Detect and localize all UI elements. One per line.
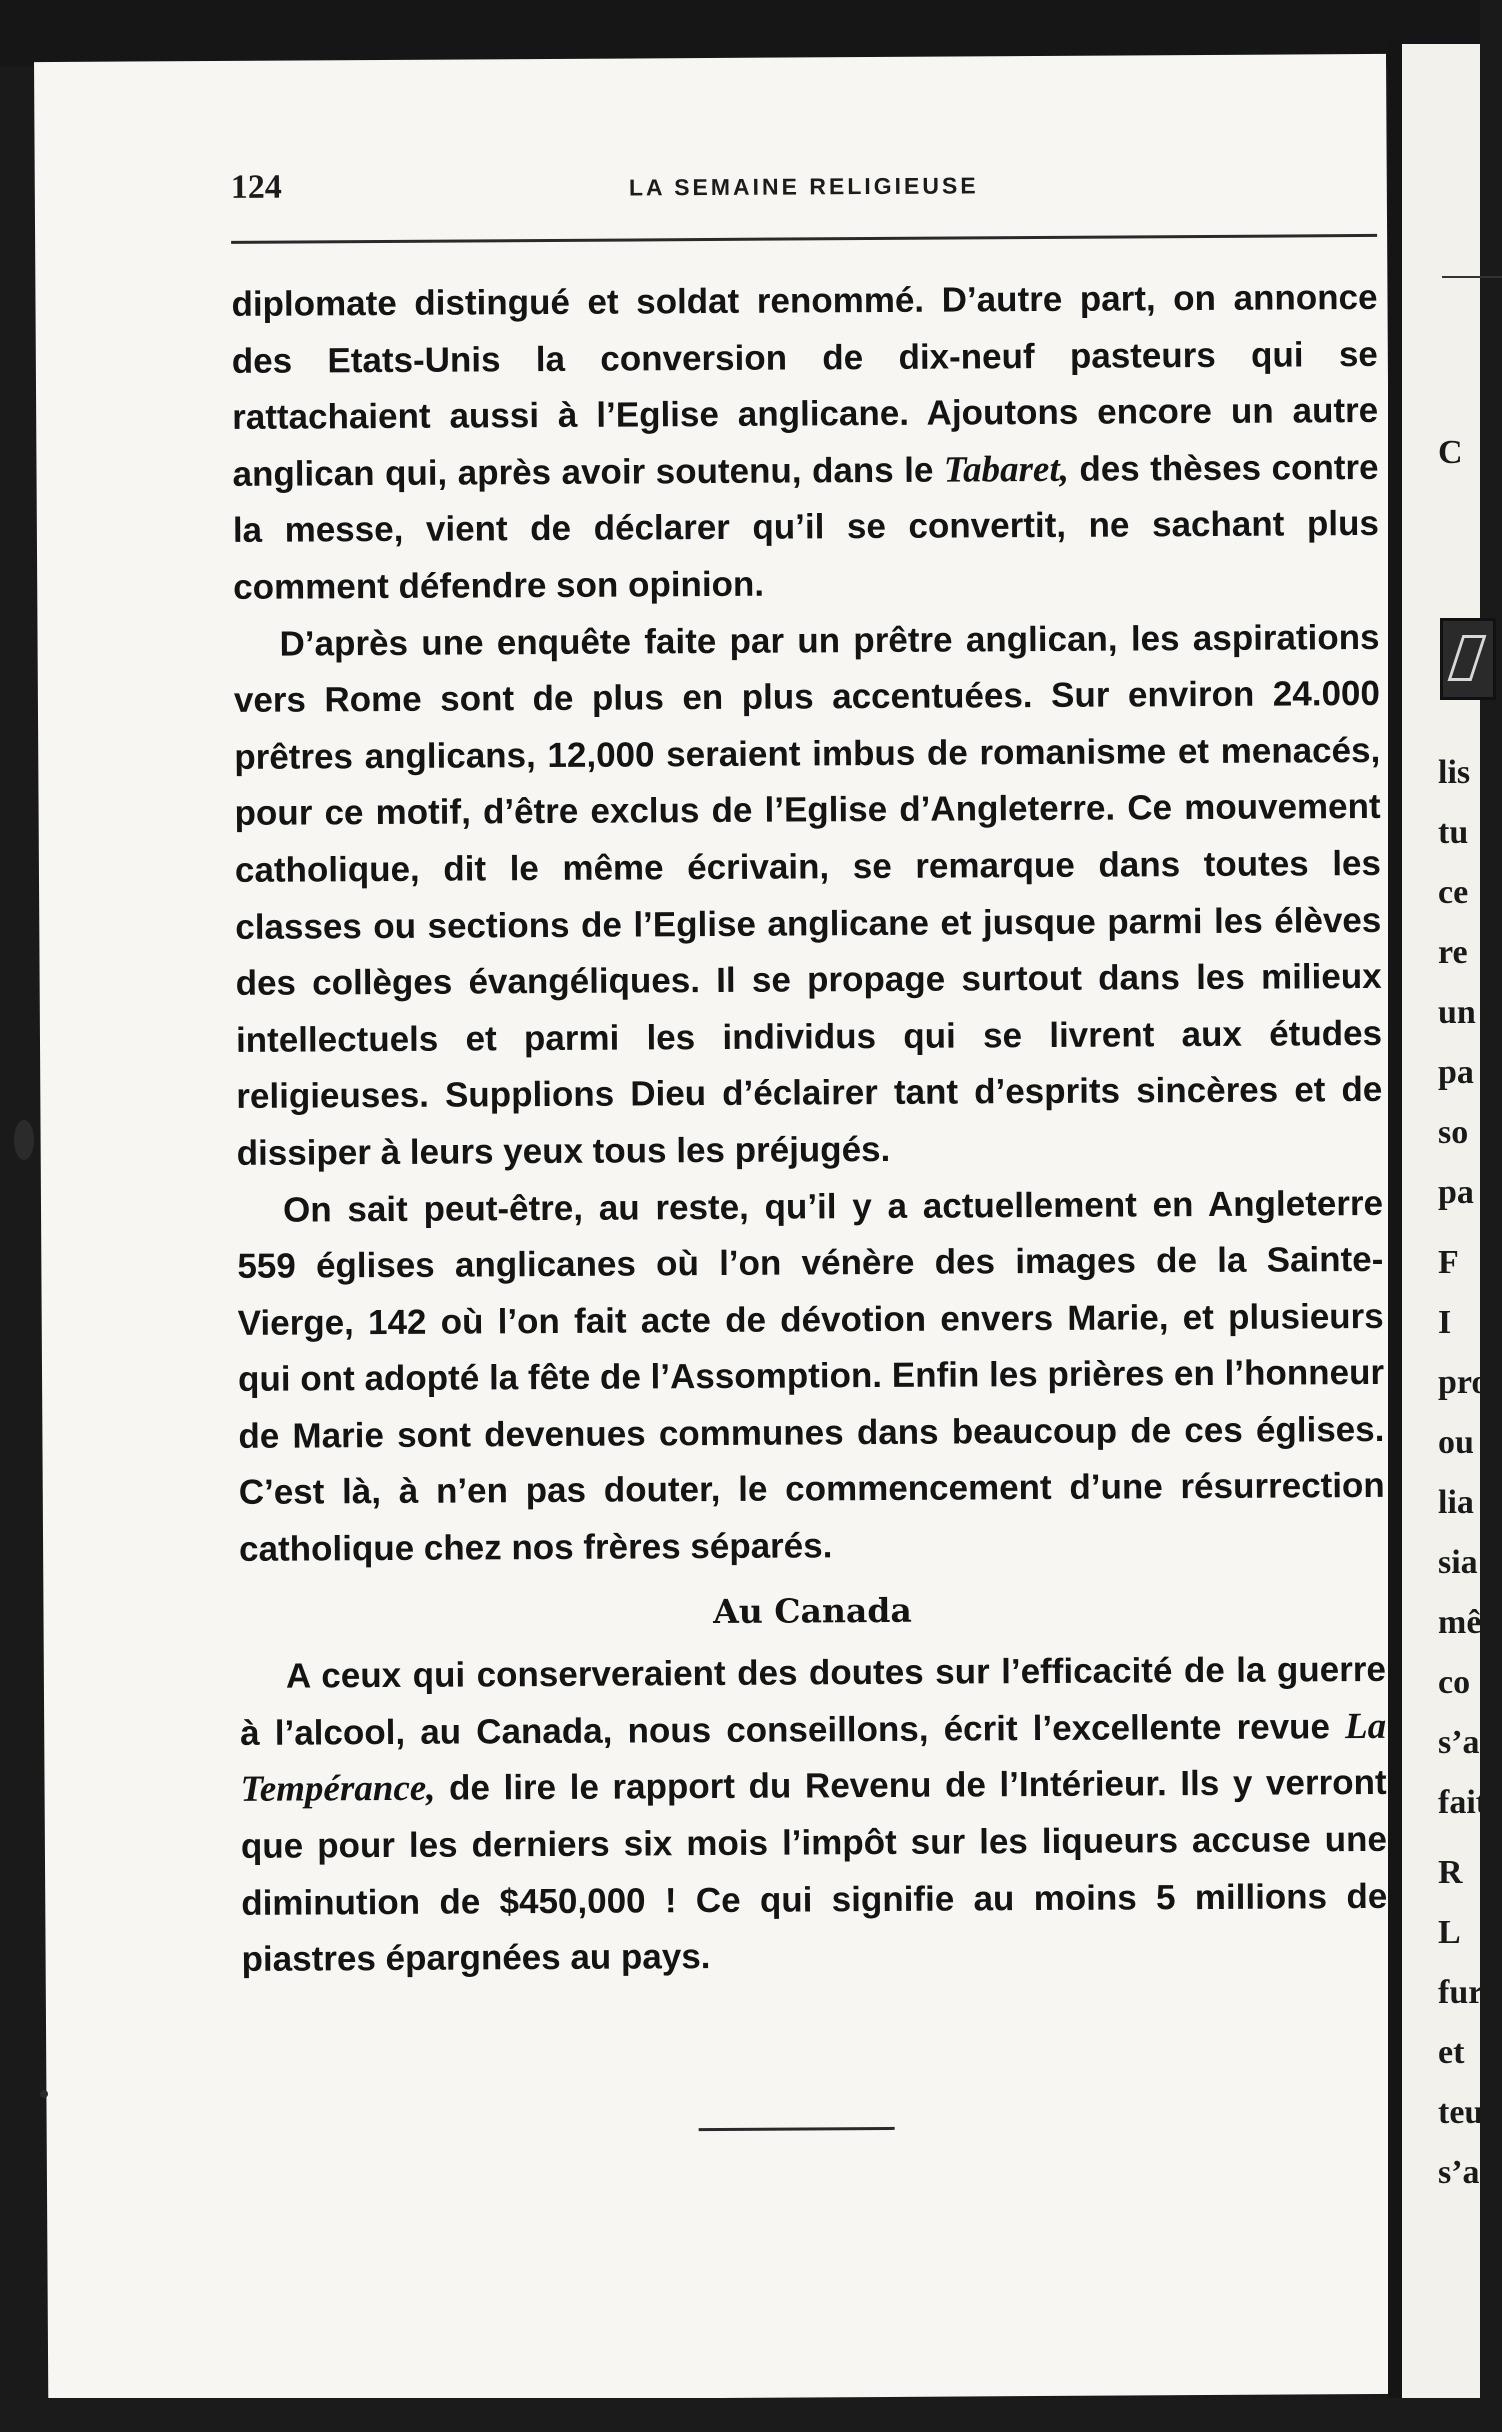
adjacent-page-fragment: C <box>1438 434 1463 471</box>
header-rule <box>231 234 1377 244</box>
paragraph-4 <box>240 1642 1388 1989</box>
adjacent-page-fragment: pro <box>1438 1364 1489 1401</box>
scan-speck <box>40 2090 48 2098</box>
paragraph-2: D’après une enquête faite par un prêtre anglican, les aspirations vers Rome sont de plus en plus accentuées. Sur environ 24.000 prêtres anglicans, 12,000 seraient imbus de romanisme et menacés, pour ce motif, d’être exclus de l’Eglise d’Angleterre. Ce mouvement catholique, dit le même écrivain, se remarque dans toutes les classes ou sections de l’Eglise anglicane et jusque parmi les élèves des collèges évangéliques. Il se propage surtout dans les milieux intellectuels et parmi les individus qui se livrent aux études religieuses. Supplions Dieu d’éclairer tant d’esprits sincères et de dissiper à leurs yeux tous les préjugés. <box>233 617 1383 1173</box>
title-la-temperance: La Tempérance, <box>240 1705 1387 1811</box>
adjacent-page-fragment: lis <box>1438 754 1471 791</box>
adjacent-page-fragment: mê <box>1438 1604 1482 1641</box>
adjacent-page-fragment: tu <box>1438 814 1469 851</box>
book-page <box>34 54 1400 2402</box>
paragraph-4-text-a: A ceux qui conserveraient des doutes sur l’efficacité de la guerre à l’alcool, au Canada, nous conseillons, écrit l’excellente revue <box>240 1650 1386 1753</box>
paragraph-1-text-a: diplomate distingué et soldat renommé. D’autre part, on annonce des Etats-Unis la conversion de dix-neuf pasteurs qui se rattachaient aussi à l’Eglise anglicane. Ajoutons encore un autre anglican qui, après avoir soutenu, dans le <box>231 277 1379 494</box>
adjacent-page-fragment: R <box>1438 1854 1463 1891</box>
adjacent-page-fragment: F <box>1438 1244 1459 1281</box>
adjacent-page-fragment: pa <box>1438 1054 1474 1091</box>
adjacent-page-fragment: so <box>1438 1114 1469 1151</box>
adjacent-page-fragment: fur <box>1438 1974 1484 2011</box>
section-heading: Au Canada <box>713 1590 912 1631</box>
adjacent-page-fragment: pa <box>1438 1174 1474 1211</box>
paragraph-1-text-b: des thèses contre la messe, vient de déclarer qu’il se convertit, ne sachant plus comment défendre son opinion. <box>232 447 1379 607</box>
adjacent-page-fragment: co <box>1438 1664 1471 1701</box>
scan-border-bottom <box>0 2398 1480 2432</box>
adjacent-page-fragment: teu <box>1438 2094 1484 2131</box>
paragraph-3: On sait peut-être, au reste, qu’il y a actuellement en Angleterre 559 églises anglicanes où l’on vénère des images de la Sainte-Vierge, 142 où l’on fait acte de dévotion envers Marie, et plusieurs qui ont adopté la fête de l’Assomption. Enfin les prières en l’honneur de Marie sont devenues communes dans beaucoup de ces églises. C’est là, à n’en pas douter, le commencement d’une résurrection catholique chez nos frères séparés. <box>237 1183 1385 1569</box>
adjacent-page-fragment: fait <box>1438 1784 1488 1821</box>
paragraph-4-text-b: de lire le rapport du Revenu de l’Intérieur. Ils y verront que pour les derniers six mois l’impôt sur les liqueurs accuse une diminution de $450,000 ! Ce qui signifie au moins 5 millions de piastres épargnées au pays. <box>240 1763 1388 1980</box>
adjacent-page-rule <box>1442 276 1502 278</box>
page-number: 124 <box>230 168 282 206</box>
adjacent-page-fragment: lia <box>1438 1484 1474 1521</box>
end-rule <box>699 2127 895 2131</box>
ornament-icon <box>1440 618 1496 700</box>
adjacent-page <box>1402 44 1489 2404</box>
adjacent-page-fragment: re <box>1438 934 1468 971</box>
title-tabaret: Tabaret, <box>943 448 1070 491</box>
page-gutter <box>1388 40 1402 2400</box>
paragraph-1 <box>231 270 1379 617</box>
adjacent-page-fragment: s’a <box>1438 2154 1480 2191</box>
adjacent-page-fragment: I <box>1438 1304 1452 1341</box>
adjacent-page-fragment: ce <box>1438 874 1469 911</box>
adjacent-page-fragment: ou <box>1438 1424 1474 1461</box>
running-title: LA SEMAINE RELIGIEUSE <box>628 172 979 201</box>
adjacent-page-fragment: et <box>1438 2034 1465 2071</box>
adjacent-page-fragment: sia <box>1438 1544 1478 1581</box>
adjacent-page-fragment: un <box>1438 994 1476 1031</box>
adjacent-page-fragment: s’a <box>1438 1724 1480 1761</box>
running-head <box>231 156 1377 223</box>
body-text <box>231 270 1387 1989</box>
adjacent-page-fragment: L <box>1438 1914 1461 1951</box>
scan-speck <box>14 1120 34 1160</box>
